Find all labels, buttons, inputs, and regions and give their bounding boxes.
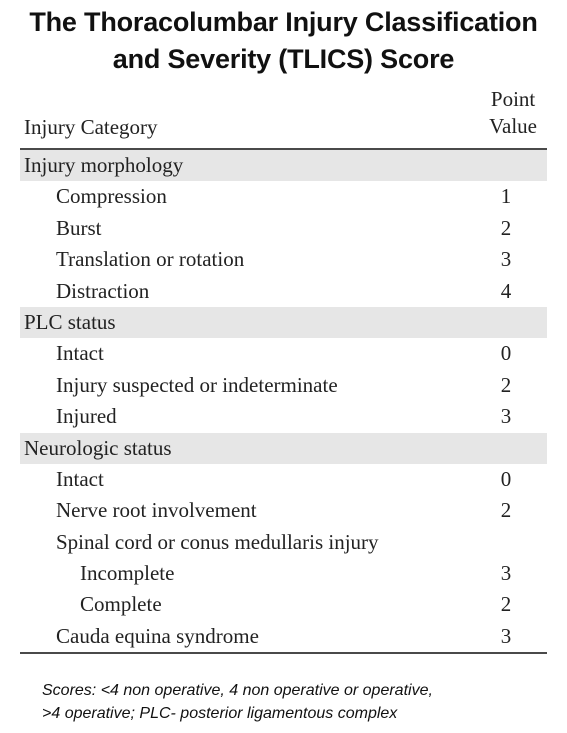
page-title: [0, 4, 567, 78]
point-value: 4: [500, 278, 512, 303]
point-value: 0: [500, 341, 512, 366]
table-row: [20, 181, 547, 212]
column-header-point-value-line-1: Point: [490, 87, 536, 111]
row-label: Complete: [80, 592, 162, 617]
category-row: [20, 150, 547, 181]
table-row: [20, 401, 547, 432]
point-value: 2: [500, 372, 512, 397]
title-line-1: The Thoracolumbar Injury Classification: [29, 7, 538, 37]
point-value: 2: [500, 215, 512, 240]
category-label: PLC status: [24, 309, 116, 334]
table-row: [20, 495, 547, 526]
table-row: [20, 464, 547, 495]
table-row: [20, 338, 547, 369]
column-header-point-value: [489, 86, 537, 140]
category-label: Injury morphology: [24, 153, 184, 177]
point-value: 1: [500, 184, 512, 209]
category-label: Neurologic status: [24, 435, 172, 460]
table-bottom-rule: [20, 652, 547, 654]
table-row: [20, 244, 547, 275]
table-row: [20, 621, 547, 652]
footnote-line-2: >4 operative; PLC- posterior ligamentous complex: [42, 705, 398, 722]
table-header: [20, 86, 547, 148]
footnote-line-1: Scores: <4 non operative, 4 non operative or operative,: [42, 682, 433, 699]
row-label: Burst: [56, 215, 102, 240]
row-label: Injured: [56, 404, 117, 429]
title-line-2: and Severity (TLICS) Score: [112, 44, 455, 74]
tlics-table: [20, 86, 547, 654]
row-label: Translation or rotation: [56, 247, 245, 272]
row-label: Nerve root involvement: [56, 498, 257, 523]
table-row: [20, 527, 547, 558]
row-label: Cauda equina syndrome: [56, 623, 259, 648]
row-label: Distraction: [56, 278, 150, 303]
row-label: Incomplete: [80, 561, 175, 586]
column-header-point-value-line-2: Value: [489, 114, 537, 138]
row-label: Compression: [56, 184, 167, 209]
table-row: [20, 589, 547, 620]
row-label: Injury suspected or indeterminate: [56, 372, 338, 397]
row-label: Intact: [56, 466, 104, 491]
column-header-category: Injury Category: [24, 115, 158, 139]
table-row: [20, 370, 547, 401]
point-value: 3: [500, 623, 512, 648]
footnote: [42, 679, 542, 725]
point-value: 3: [500, 561, 512, 586]
table-row: [20, 213, 547, 244]
point-value: 2: [500, 592, 512, 617]
table-body: [20, 150, 547, 652]
table-row: [20, 276, 547, 307]
row-label: Intact: [56, 341, 104, 366]
row-label: Spinal cord or conus medullaris injury: [56, 529, 379, 554]
point-value: 3: [500, 404, 512, 429]
table-row: [20, 558, 547, 589]
category-row: [20, 307, 547, 338]
category-row: [20, 433, 547, 464]
point-value: 2: [500, 498, 512, 523]
point-value: 3: [500, 247, 512, 272]
point-value: 0: [500, 466, 512, 491]
